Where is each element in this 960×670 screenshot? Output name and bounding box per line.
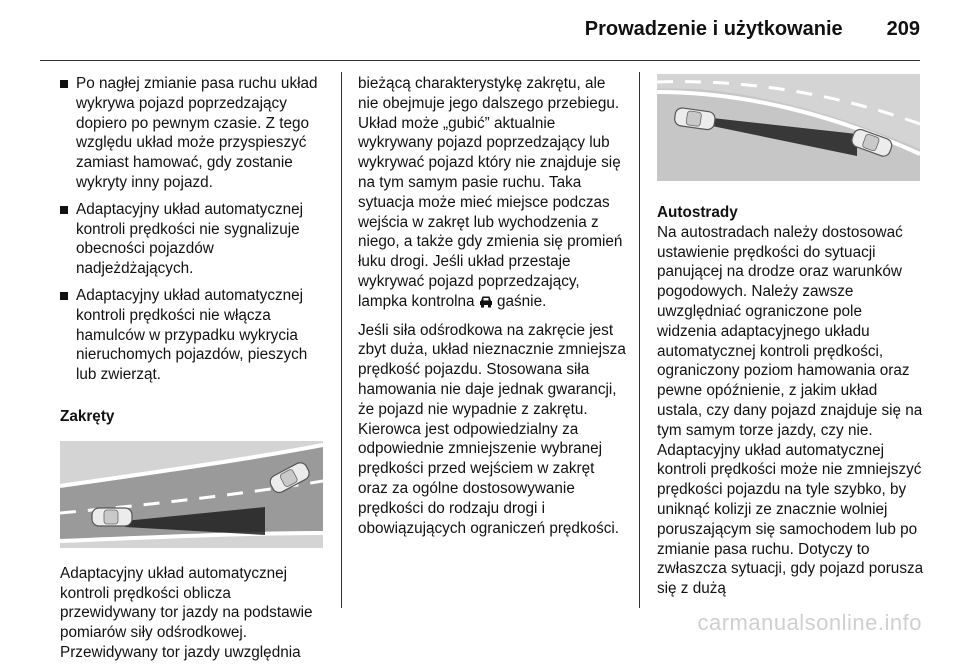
watermark: carmanualsonline.info — [697, 610, 922, 635]
centrifugal-force-paragraph: Jeśli siła odśrodkowa na zakręcie jest zbyt duża, układ nieznacznie zmniejsza prędkość pojazdu. Stosowana siła hamowania nie daje jednak gwarancji, że pojazd nie wypadnie z zakrętu. Kierowca jest odpowiedzialny za odpowiednie zmniejszenie wybranej prędkości przed wejściem w zakręt oraz za ogólne dostosowywanie prędkości do rodzaju drogi i obowiązujących ograniczeń prędkości. — [358, 321, 626, 537]
highway-illustration — [657, 74, 920, 181]
section-heading-highways: Autostrady — [657, 204, 738, 221]
paragraph-text: gaśnie. — [492, 292, 547, 310]
column-1 — [60, 74, 328, 670]
bullet-item: Adaptacyjny układ automatycznej kontroli prędkości nie sygnalizuje obecności pojazdów nadjeżdżających. — [60, 200, 328, 279]
curve-road-illustration — [60, 441, 323, 548]
highway-road-illustration — [657, 74, 920, 181]
highways-paragraph: Na autostradach należy dostosować ustawienie prędkości do sytuacji panującej na drodze oraz warunków pogodowych. Należy zawsze uwzględniać ograniczone pole widzenia adaptacyjnego układu automatycznej kontroli prędkości, ograniczony poziom hamowania oraz pewne opóźnienie, z jakim układ ustala, czy dany pojazd znajduje się na tym samym torze jazdy, czy nie. Adaptacyjny układ automatycznej kontroli prędkości może nie zmniejszyć prędkości pojazdu na tyle szybko, by uniknąć kolizji ze znacznie wolniej poruszającym się samochodem lub po zmianie pasa ruchu. Dotyczy to zwłaszcza sytuacji, gdy pojazd porusza się z dużą — [657, 223, 924, 598]
page-header — [585, 18, 920, 41]
bullet-item: Po nagłej zmianie pasa ruchu układ wykrywa pojazd poprzedzający dopiero po pewnym czasie. Z tego względu układ może przyspieszyć zamiast hamować, gdy zostanie wykryty inny pojazd. — [60, 74, 328, 193]
header-title: Prowadzenie i użytkowanie — [584, 18, 843, 40]
bullet-item: Adaptacyjny układ automatycznej kontroli prędkości nie włącza hamulców w przypadku wykrycia nieruchomych pojazdów, pieszych lub zwierząt. — [60, 286, 328, 385]
column-2 — [358, 74, 626, 545]
paragraph-text: bieżącą charakterystykę zakrętu, ale nie obejmuje jego dalszego przebiegu. Układ może „gubić” aktualnie wykrywany pojazd poprzedzający lub wykrywać pojazd który nie znajduje się na tym samym pasie ruchu. Taka sytuacja może mieć miejsce podczas wejścia w zakręt lub wychodzenia z niego, a także gdy zmienia się promień łuku drogi. Jeśli układ przestaje wykrywać pojazd poprzedzający, lampka kontrolna — [358, 75, 623, 310]
vehicle-ahead-indicator-icon — [479, 294, 493, 314]
header-rule — [40, 60, 920, 61]
column-separator — [639, 72, 640, 608]
column-separator — [341, 72, 342, 608]
section-heading-curves: Zakręty — [60, 407, 115, 425]
curve-illustration — [60, 441, 323, 548]
curves-paragraph: Adaptacyjny układ automatycznej kontroli prędkości oblicza przewidywany tor jazdy na podstawie pomiarów siły odśrodkowej. Przewidywany tor jazdy uwzględnia — [60, 564, 313, 661]
column-3 — [657, 74, 925, 606]
curves-paragraph-continued — [358, 74, 626, 314]
page-number: 209 — [886, 18, 920, 40]
